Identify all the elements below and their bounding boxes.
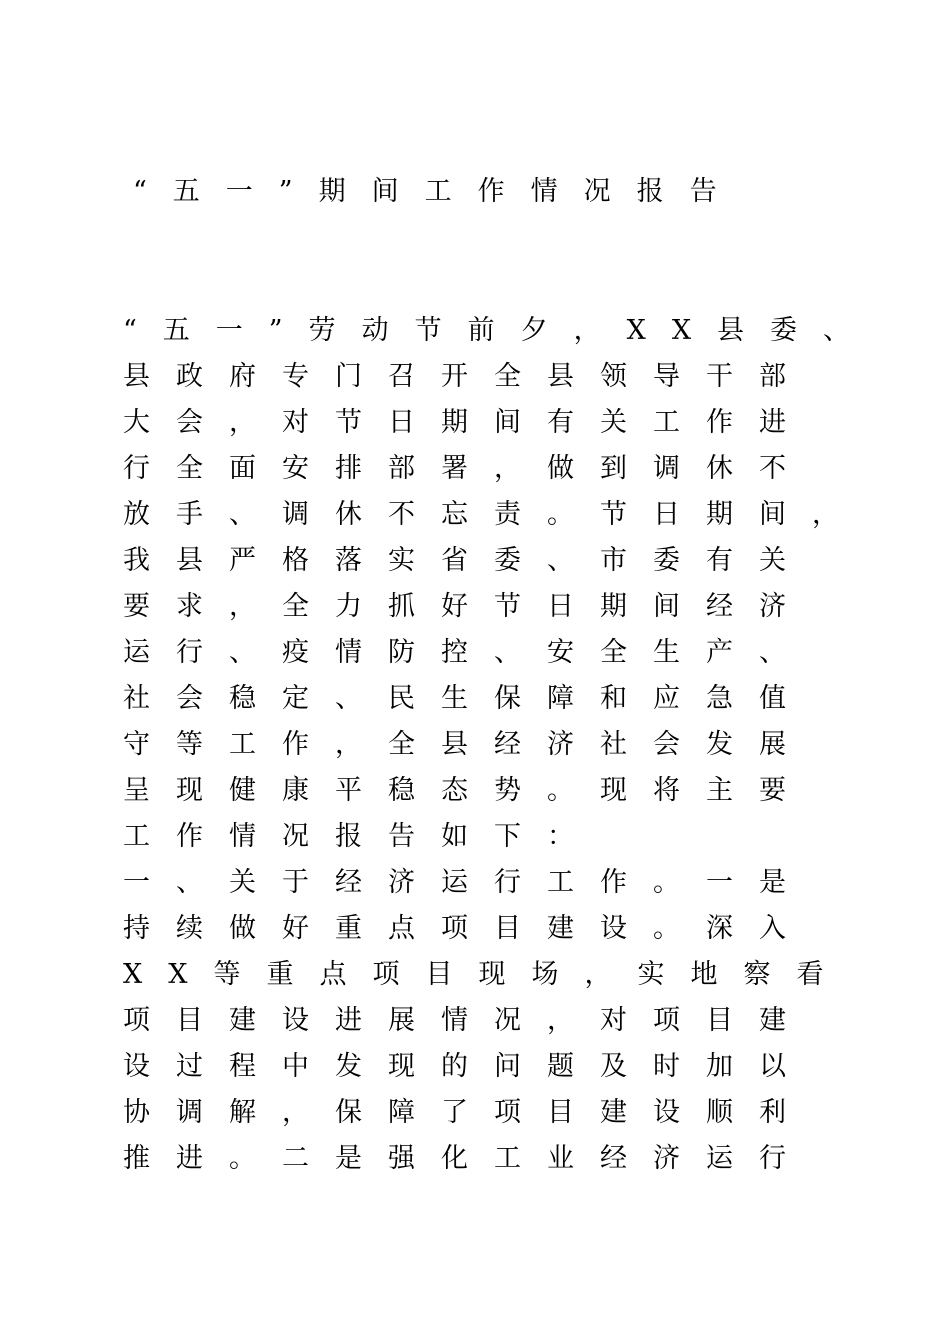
body-line: 呈现健康平稳态势。现将主要 xyxy=(123,775,812,806)
body-line: 大会，对节日期间有关工作进 xyxy=(123,407,812,438)
body-line: 县政府专门召开全县领导干部 xyxy=(123,361,812,392)
body-line: 行全面安排部署，做到调休不 xyxy=(123,453,812,484)
body-line: 持续做好重点项目建设。深入 xyxy=(123,913,812,944)
body-line: 放手、调休不忘责。节日期间， xyxy=(123,499,865,530)
body-line: 协调解，保障了项目建设顺利 xyxy=(123,1097,812,1128)
body-line: 设过程中发现的问题及时加以 xyxy=(123,1051,812,1082)
document-title: “五一”期间工作情况报告 xyxy=(133,176,743,207)
body-line: 社会稳定、民生保障和应急值 xyxy=(123,683,812,714)
body-line: 一、关于经济运行工作。一是 xyxy=(123,867,812,898)
body-line: 运行、疫情防控、安全生产、 xyxy=(123,637,812,668)
body-line: 工作情况报告如下： xyxy=(123,821,600,852)
body-line: “五一”劳动节前夕，XX县委、 xyxy=(123,315,877,346)
body-line: 推进。二是强化工业经济运行 xyxy=(123,1143,812,1174)
body-line: 我县严格落实省委、市委有关 xyxy=(123,545,812,576)
body-line: XX等重点项目现场，实地察看 xyxy=(123,959,850,990)
body-line: 项目建设进展情况，对项目建 xyxy=(123,1005,812,1036)
body-line: 守等工作，全县经济社会发展 xyxy=(123,729,812,760)
body-line: 要求，全力抓好节日期间经济 xyxy=(123,591,812,622)
document-body xyxy=(123,308,877,1182)
